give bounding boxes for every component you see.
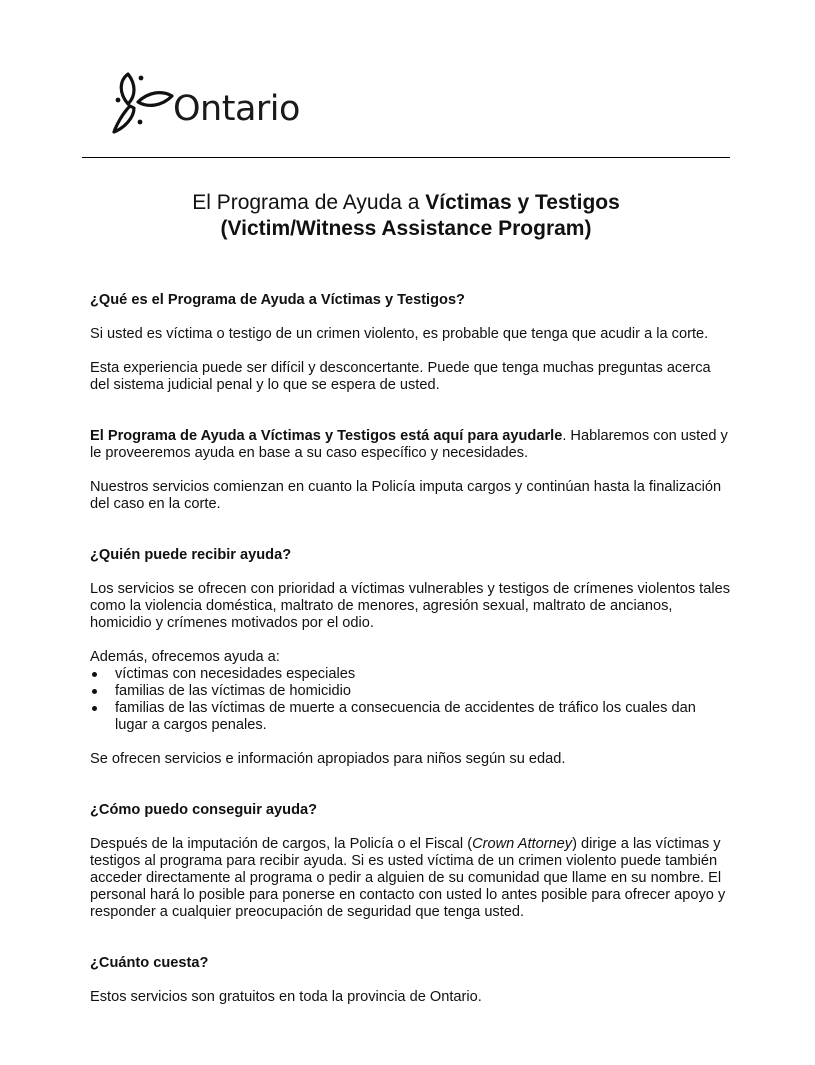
paragraph: Se ofrecen servicios e información apropiados para niños según su edad. bbox=[90, 751, 566, 767]
section-heading: ¿Cómo puedo conseguir ayuda? bbox=[90, 802, 318, 818]
paragraph: Si usted es víctima o testigo de un crimen violento, es probable que tenga que acudir a la corte. bbox=[90, 326, 709, 342]
bullet-list bbox=[90, 666, 730, 734]
ontario-logo bbox=[110, 70, 300, 136]
header-divider bbox=[82, 157, 730, 158]
paragraph: Los servicios se ofrecen con prioridad a víctimas vulnerables y testigos de crímenes violentos tales como la violencia doméstica, maltrato de menores, agresión sexual, maltrato de ancianos, homicidio y crímenes motivados por el odio. bbox=[90, 581, 730, 631]
paragraph: Esta experiencia puede ser difícil y desconcertante. Puede que tenga muchas preguntas acerca del sistema judicial penal y lo que se espera de usted. bbox=[90, 360, 711, 393]
list-item: familias de las víctimas de homicidio bbox=[90, 683, 730, 700]
section-heading: ¿Qué es el Programa de Ayuda a Víctimas y Testigos? bbox=[90, 292, 465, 308]
page-title bbox=[82, 190, 730, 242]
title-line-2: (Victim/Witness Assistance Program) bbox=[220, 217, 592, 240]
paragraph: Después de la imputación de cargos, la Policía o el Fiscal (Crown Attorney) dirige a las víctimas y testigos al programa para recibir ayuda. Si es usted víctima de un crimen violento puede también acceder directamente al programa o pedir a alguien de su comunidad que llame en su nombre. El personal hará lo posible para ponerse en contacto con usted lo antes posible para ofrecer apoyo y responder a cualquier preocupación de seguridad que tenga usted. bbox=[90, 836, 726, 920]
logo-wordmark: Ontario bbox=[173, 89, 300, 129]
section-heading: ¿Quién puede recibir ayuda? bbox=[90, 547, 292, 563]
document-body bbox=[90, 292, 730, 1006]
title-line-1: El Programa de Ayuda a Víctimas y Testigos bbox=[192, 191, 620, 214]
section-heading: ¿Cuánto cuesta? bbox=[90, 955, 209, 971]
trillium-icon bbox=[110, 70, 176, 136]
paragraph: El Programa de Ayuda a Víctimas y Testigos está aquí para ayudarle. Hablaremos con usted y le proveeremos ayuda en base a su caso específico y necesidades. bbox=[90, 428, 728, 461]
list-intro: Además, ofrecemos ayuda a: bbox=[90, 649, 280, 665]
list-item: familias de las víctimas de muerte a consecuencia de accidentes de tráfico los cuales dan lugar a cargos penales. bbox=[90, 700, 730, 734]
paragraph: Nuestros servicios comienzan en cuanto la Policía imputa cargos y continúan hasta la finalización del caso en la corte. bbox=[90, 479, 722, 512]
paragraph: Estos servicios son gratuitos en toda la provincia de Ontario. bbox=[90, 989, 482, 1005]
list-item: víctimas con necesidades especiales bbox=[90, 666, 730, 683]
